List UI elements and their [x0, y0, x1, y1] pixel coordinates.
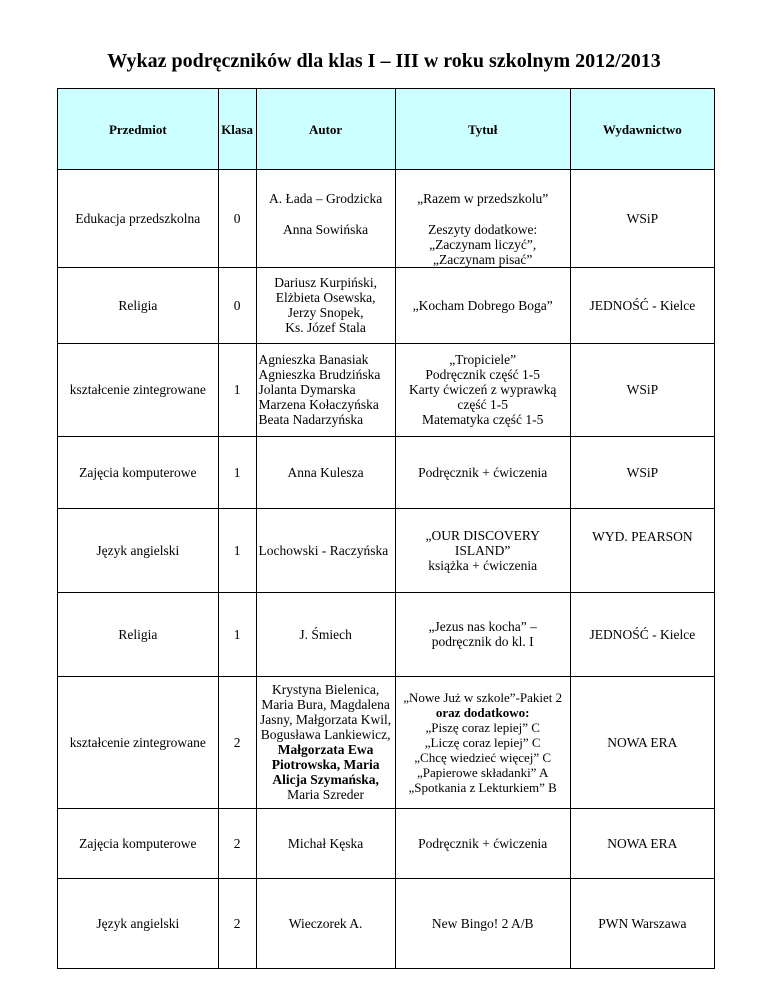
- table-row: [58, 808, 715, 878]
- title-line: „OUR DISCOVERY: [425, 527, 540, 543]
- cell-autor: [256, 267, 395, 343]
- table-row: [58, 878, 715, 968]
- cell-tytul: „Razem w przedszkolu”: [395, 170, 570, 210]
- cell-przedmiot: Edukacja przedszkolna: [58, 170, 219, 268]
- author-line: Ks. Józef Stala: [285, 320, 366, 335]
- title-line: „Piszę coraz lepiej” C: [425, 719, 540, 735]
- header-row: [58, 89, 715, 170]
- author-line: Maria Szreder: [287, 787, 365, 802]
- author-line: Elżbieta Osewska,: [275, 290, 376, 305]
- title-line: część 1-5: [457, 397, 508, 412]
- cell-tytul: „Kocham Dobrego Boga”: [395, 267, 570, 343]
- cell-przedmiot: Religia: [58, 592, 219, 676]
- author-line: Alicja Szymańska,: [272, 772, 379, 787]
- table-row: [58, 343, 715, 436]
- cell-tytul: Podręcznik + ćwiczenia: [395, 808, 570, 878]
- author-line: Bogusława Lankiewicz,: [260, 727, 391, 742]
- title-line: „Zaczynam pisać”: [433, 251, 533, 267]
- cell-autor: Anna Kulesza: [256, 436, 395, 508]
- table-row: [58, 267, 715, 343]
- title-line: „Spotkania z Lekturkiem” B: [408, 779, 557, 795]
- cell-autor: Wieczorek A.: [256, 878, 395, 968]
- author-line: Krystyna Bielenica,: [271, 682, 380, 697]
- author-line: Beata Nadarzyńska: [258, 412, 364, 427]
- cell-autor: Anna Sowińska: [256, 210, 395, 268]
- table-row: [58, 436, 715, 508]
- cell-wydawnictwo: WSiP: [570, 170, 714, 268]
- title-line: „Zaczynam liczyć”,: [429, 236, 537, 252]
- cell-wydawnictwo: WYD. PEARSON: [570, 508, 714, 592]
- cell-przedmiot: Język angielski: [58, 878, 219, 968]
- table-row: [58, 592, 715, 676]
- title-line: „Liczę coraz lepiej” C: [424, 734, 541, 750]
- title-line: Podręcznik część 1-5: [425, 367, 541, 382]
- cell-autor: A. Łada – Grodzicka: [256, 170, 395, 210]
- cell-wydawnictwo: PWN Warszawa: [570, 878, 714, 968]
- header-przedmiot: Przedmiot: [58, 89, 219, 170]
- cell-klasa: 0: [218, 170, 256, 268]
- cell-autor: Michał Kęska: [256, 808, 395, 878]
- cell-wydawnictwo: NOWA ERA: [570, 808, 714, 878]
- author-line: Agnieszka Brudzińska: [258, 367, 381, 382]
- author-line: Agnieszka Banasiak: [258, 352, 369, 367]
- cell-wydawnictwo: JEDNOŚĆ - Kielce: [570, 267, 714, 343]
- title-line: książka + ćwiczenia: [428, 557, 538, 573]
- cell-wydawnictwo: WSiP: [570, 343, 714, 436]
- author-line: Jerzy Snopek,: [287, 305, 364, 320]
- author-line: Piotrowska, Maria: [271, 757, 380, 772]
- cell-tytul: New Bingo! 2 A/B: [395, 878, 570, 968]
- author-line: Maria Bura, Magdalena: [261, 697, 390, 712]
- table-row: [58, 508, 715, 592]
- table-row: [58, 170, 715, 210]
- author-line: Dariusz Kurpiński,: [274, 275, 377, 290]
- cell-klasa: 0: [218, 267, 256, 343]
- author-line: Małgorzata Ewa: [277, 742, 374, 757]
- cell-przedmiot: kształcenie zintegrowane: [58, 676, 219, 808]
- cell-tytul: [395, 210, 570, 268]
- author-line: Jasny, Małgorzata Kwil,: [260, 712, 392, 727]
- textbook-table: [57, 88, 715, 969]
- cell-klasa: 2: [218, 808, 256, 878]
- cell-wydawnictwo: WSiP: [570, 436, 714, 508]
- header-klasa: Klasa: [218, 89, 256, 170]
- cell-autor: J. Śmiech: [256, 592, 395, 676]
- cell-klasa: 1: [218, 508, 256, 592]
- cell-przedmiot: Religia: [58, 267, 219, 343]
- cell-tytul: [395, 343, 570, 436]
- cell-autor: Lochowski - Raczyńska: [256, 508, 395, 592]
- cell-klasa: 1: [218, 343, 256, 436]
- cell-tytul: [395, 676, 570, 808]
- title-line: „Chcę wiedzieć więcej” C: [414, 749, 552, 765]
- cell-klasa: 1: [218, 592, 256, 676]
- cell-tytul: Podręcznik + ćwiczenia: [395, 436, 570, 508]
- title-line: „Nowe Już w szkole”-Pakiet 2: [403, 689, 563, 705]
- cell-autor: [256, 343, 395, 436]
- cell-klasa: 2: [218, 878, 256, 968]
- title-line: oraz dodatkowo:: [435, 704, 530, 720]
- cell-wydawnictwo: NOWA ERA: [570, 676, 714, 808]
- cell-tytul: [395, 592, 570, 676]
- header-wydawnictwo: Wydawnictwo: [570, 89, 714, 170]
- cell-wydawnictwo: JEDNOŚĆ - Kielce: [570, 592, 714, 676]
- title-line: podręcznik do kl. I: [431, 634, 534, 649]
- title-line: „Jezus nas kocha” –: [428, 619, 537, 634]
- cell-klasa: 1: [218, 436, 256, 508]
- cell-klasa: 2: [218, 676, 256, 808]
- cell-autor: [256, 676, 395, 808]
- cell-przedmiot: Zajęcia komputerowe: [58, 436, 219, 508]
- header-tytul: Tytuł: [395, 89, 570, 170]
- title-line: Zeszyty dodatkowe:: [428, 221, 538, 237]
- title-line: Karty ćwiczeń z wyprawką: [409, 382, 557, 397]
- title-line: „Tropiciele”: [449, 352, 517, 367]
- cell-przedmiot: Język angielski: [58, 508, 219, 592]
- cell-przedmiot: kształcenie zintegrowane: [58, 343, 219, 436]
- title-line: „Papierowe składanki” A: [416, 764, 549, 780]
- header-autor: Autor: [256, 89, 395, 170]
- author-line: Marzena Kołaczyńska: [258, 397, 379, 412]
- title-line: Matematyka część 1-5: [421, 412, 544, 427]
- author-line: Jolanta Dymarska: [258, 382, 356, 397]
- cell-tytul: [395, 508, 570, 592]
- page-title: Wykaz podręczników dla klas I – III w roku szkolnym 2012/2013: [107, 50, 661, 72]
- cell-przedmiot: Zajęcia komputerowe: [58, 808, 219, 878]
- table-row: [58, 676, 715, 808]
- title-line: ISLAND”: [454, 542, 511, 558]
